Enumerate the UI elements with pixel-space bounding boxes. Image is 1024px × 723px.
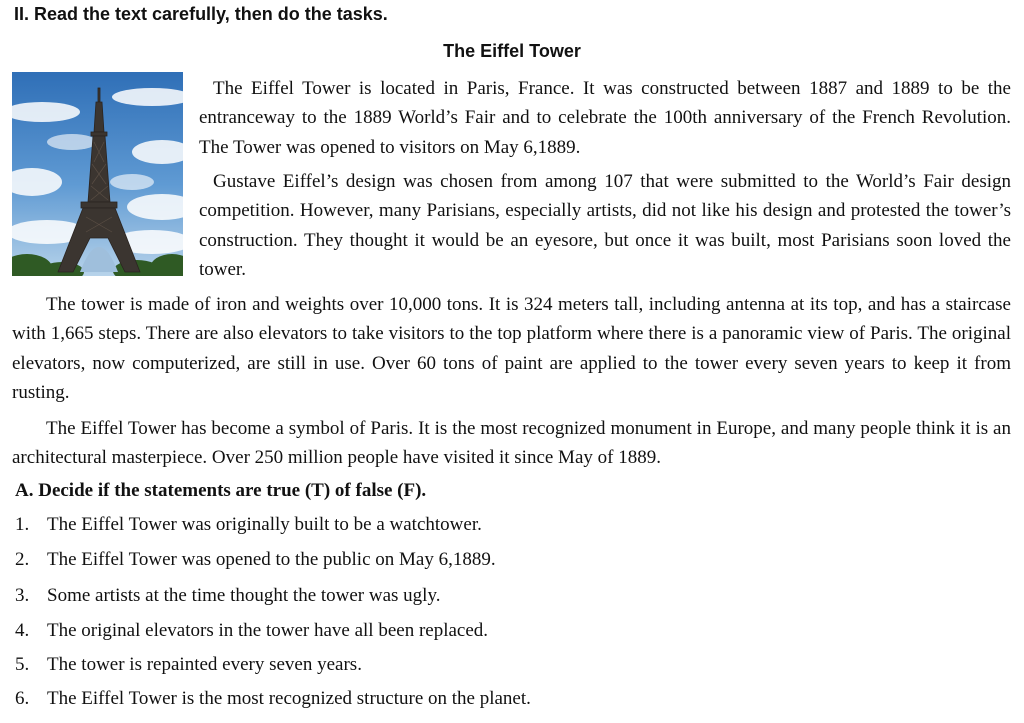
task-a-heading: A. Decide if the statements are true (T) of false (F). bbox=[15, 480, 427, 501]
statement-item bbox=[15, 688, 531, 710]
statement-text: Some artists at the time thought the tower was ugly. bbox=[47, 585, 441, 606]
paragraph-design: Gustave Eiffel’s design was chosen from among 107 that were submitted to the World’s Fair design competition. However, many Parisians, especially artists, did not like his design and protested the tower’s construction. They thought it would be an eyesore, but once it was built, most Parisians soon loved the tower. bbox=[199, 171, 1011, 280]
statement-item bbox=[15, 549, 496, 571]
statement-text: The Eiffel Tower is the most recognized structure on the planet. bbox=[47, 688, 531, 709]
paragraph-symbol: The Eiffel Tower has become a symbol of Paris. It is the most recognized monument in Europe, and many people think it is an architectural masterpiece. Over 250 million people have visited it since May of 1889. bbox=[12, 418, 1011, 469]
statement-text: The Eiffel Tower was originally built to be a watchtower. bbox=[47, 514, 482, 535]
statement-number: 5. bbox=[15, 654, 30, 675]
statement-text: The original elevators in the tower have all been replaced. bbox=[47, 620, 489, 641]
statement-number: 1. bbox=[15, 514, 30, 535]
statement-number: 3. bbox=[15, 585, 30, 606]
statement-item bbox=[15, 514, 482, 536]
paragraph-intro: The Eiffel Tower is located in Paris, France. It was constructed between 1887 and 1889 to be the entranceway to the 1889 World’s Fair and to celebrate the 100th anniversary of the French Revolution. The Tower was opened to visitors on May 6,1889. bbox=[199, 78, 1011, 158]
statement-number: 6. bbox=[15, 688, 30, 709]
statement-text: The Eiffel Tower was opened to the public on May 6,1889. bbox=[47, 549, 496, 570]
paragraph-structure: The tower is made of iron and weights over 10,000 tons. It is 324 meters tall, including antenna at its top, and has a staircase with 1,665 steps. There are also elevators to take visitors to the top platform where there is a panoramic view of Paris. The original elevators, now computerized, are still in use. Over 60 tons of paint are applied to the tower every seven years to keep it from rusting. bbox=[12, 294, 1011, 403]
document-title: The Eiffel Tower bbox=[443, 41, 581, 61]
statement-item bbox=[15, 654, 362, 676]
section-heading: II. Read the text carefully, then do the tasks. bbox=[14, 4, 388, 24]
statement-item bbox=[15, 620, 488, 642]
eiffel-tower-photo bbox=[12, 72, 183, 276]
statement-item bbox=[15, 585, 440, 607]
statement-number: 4. bbox=[15, 620, 30, 641]
statement-number: 2. bbox=[15, 549, 30, 570]
statement-text: The tower is repainted every seven years. bbox=[47, 654, 362, 675]
